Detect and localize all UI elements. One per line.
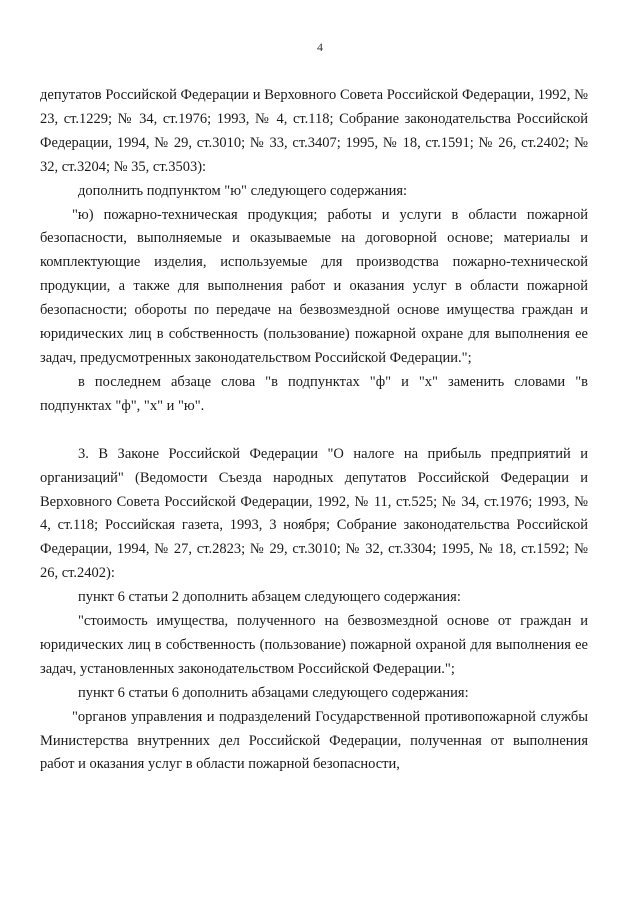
document-body [40,84,588,777]
page-number: 4 [317,40,323,54]
paragraph-last-abzac-change: в последнем абзаце слова "в подпунктах "ф" и "х" заменить словами "в подпунктах "ф", "х" и "ю". [40,373,588,414]
paragraph-continuation: депутатов Российской Федерации и Верховного Совета Российской Федерации, 1992, № 23, ст.1229; № 34, ст.1976; 1993, № 4, ст.118; Собрание законодательства Российской Федерации, 1994, № 29, ст.3010; № 33, ст.3407; 1995, № 18, ст.1591; № 26, ст.2402; № 32, ст.3204; № 35, ст.3503): [40,87,588,175]
paragraph-property-value: "стоимость имущества, полученного на безвозмездной основе от граждан и юридических лиц в собственность (пользование) пожарной охраной для выполнения ее задач, установленных законодательством Российской Федерации."; [40,613,588,677]
paragraph-article-6-instruction: пункт 6 статьи 6 дополнить абзацами следующего содержания: [78,684,469,701]
paragraph-gap [40,419,588,443]
paragraph-subitem-yu: "ю) пожарно-техническая продукция; работы и услуги в области пожарной безопасности, выполняемые и оказываемые на договорной основе; материалы и комплектующие изделия, используемые для производства пожарно-технической продукции, а также для выполнения работ и оказания услуг в области пожарной безопасности; обороты по передаче на безвозмездной основе имущества граждан и юридических лиц в собственность (пользование) пожарной охране для выполнения ее задач, предусмотренных законодательством Российской Федерации."; [40,206,588,366]
paragraph-article-2-instruction: пункт 6 статьи 2 дополнить абзацем следующего содержания: [78,589,461,606]
paragraph-amend-instruction: дополнить подпунктом "ю" следующего содержания: [78,182,408,199]
paragraph-fire-service-income: "органов управления и подразделений Государственной противопожарной службы Министерства внутренних дел Российской Федерации, полученная от выполнения работ и оказания услуг в области пожарной безопасности, [40,708,588,773]
paragraph-point-3: 3. В Законе Российской Федерации "О налоге на прибыль предприятий и организаций" (Ведомости Съезда народных депутатов Российской Федерации и Верховного Совета Российской Федерации, 1992, № 11, ст.525; № 34, ст.1976; 1993, № 4, ст.118; Российская газета, 1993, 3 ноября; Собрание законодательства Российской Федерации, 1994, № 27, ст.2823; № 29, ст.3010; № 32, ст.3304; 1995, № 18, ст.1592; № 26, ст.2402): [40,445,588,582]
